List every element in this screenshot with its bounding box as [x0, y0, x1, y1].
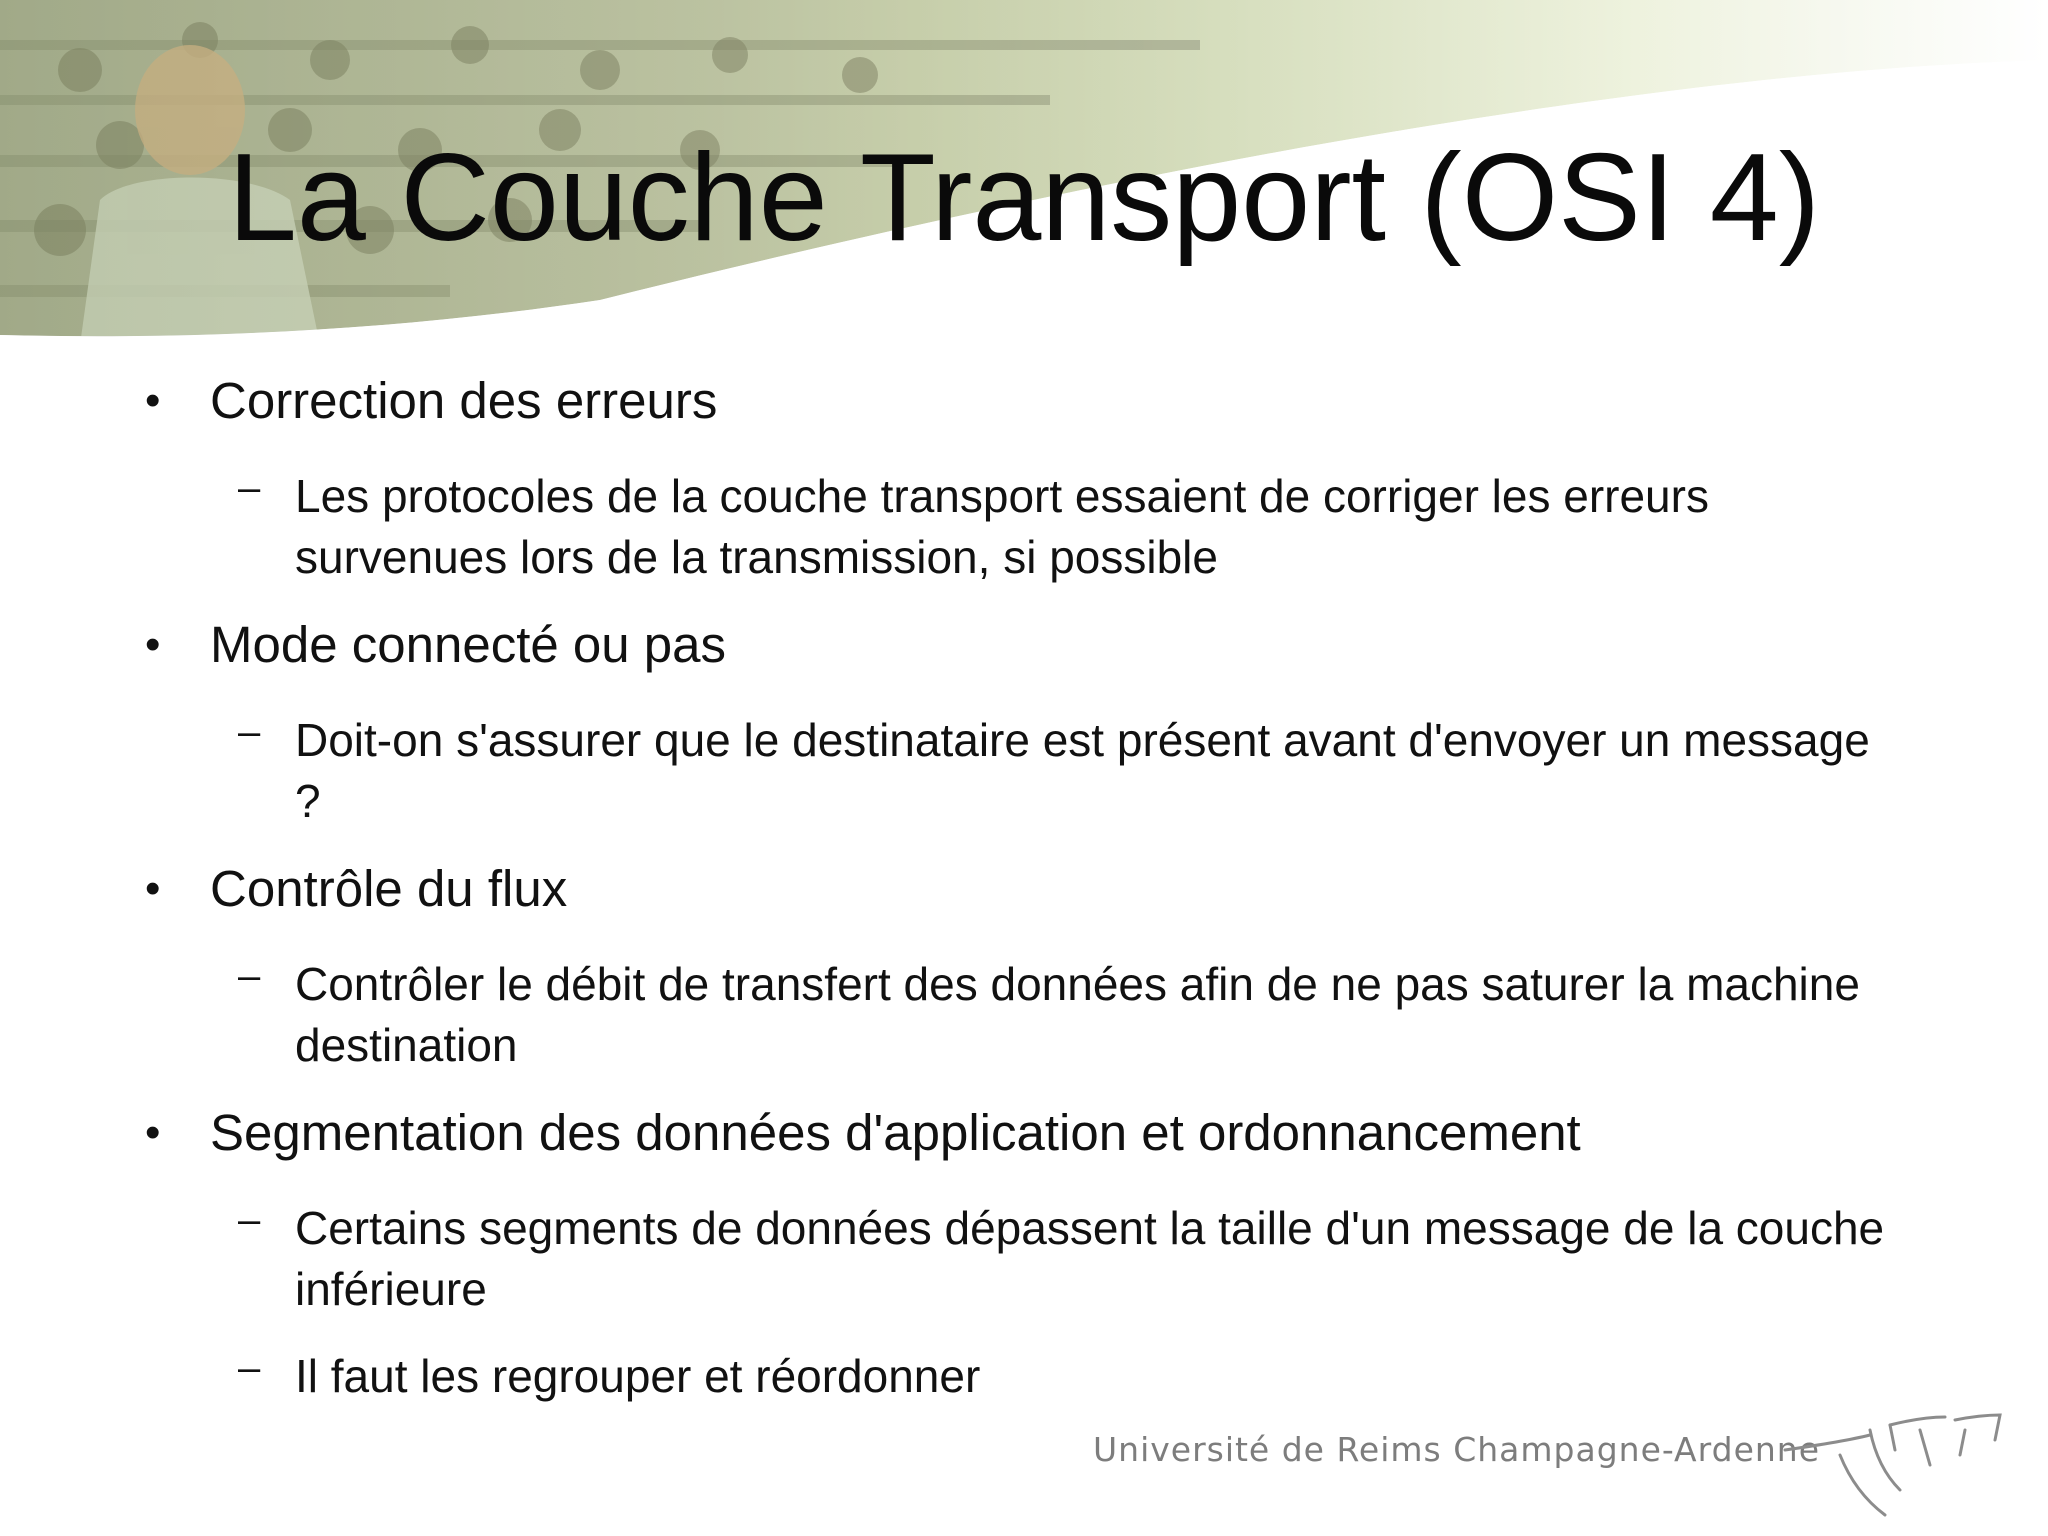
sub-item — [145, 710, 1905, 832]
sub-glyph: – — [238, 954, 261, 998]
sub-item — [145, 1346, 1905, 1407]
slide-title: La Couche Transport (OSI 4) — [227, 129, 1821, 267]
bullet-item — [145, 614, 1905, 676]
sub-glyph: – — [238, 1198, 261, 1242]
bullet-item — [145, 1102, 1905, 1164]
bullet-glyph: • — [145, 376, 161, 425]
sub-text: Il faut les regrouper et réordonner — [295, 1350, 981, 1402]
sub-text: Doit-on s'assurer que le destinataire est présent avant d'envoyer un message ? — [295, 714, 1870, 827]
sub-item — [145, 954, 1905, 1076]
bullet-glyph: • — [145, 620, 161, 669]
sub-item — [145, 1198, 1905, 1320]
bullet-item — [145, 370, 1905, 432]
bullet-text: Contrôle du flux — [210, 860, 568, 917]
bullet-glyph: • — [145, 1108, 161, 1157]
bullet-item — [145, 858, 1905, 920]
university-name: Université de Reims Champagne-Ardenne — [1093, 1430, 1821, 1469]
sub-glyph: – — [238, 710, 261, 754]
bullet-text: Segmentation des données d'application et ordonnancement — [210, 1104, 1581, 1161]
sub-text: Certains segments de données dépassent la taille d'un message de la couche inférieure — [295, 1202, 1885, 1315]
urca-logo-icon — [1780, 1395, 2010, 1525]
sub-glyph: – — [238, 466, 261, 510]
bullet-text: Mode connecté ou pas — [210, 616, 727, 673]
sub-text: Contrôler le débit de transfert des données afin de ne pas saturer la machine destination — [295, 958, 1860, 1071]
slide-body — [145, 370, 1905, 1433]
sub-item — [145, 466, 1905, 588]
bullet-glyph: • — [145, 864, 161, 913]
bullet-text: Correction des erreurs — [210, 372, 718, 429]
sub-glyph: – — [238, 1346, 261, 1390]
sub-text: Les protocoles de la couche transport essaient de corriger les erreurs survenues lors de la transmission, si possible — [295, 470, 1709, 583]
